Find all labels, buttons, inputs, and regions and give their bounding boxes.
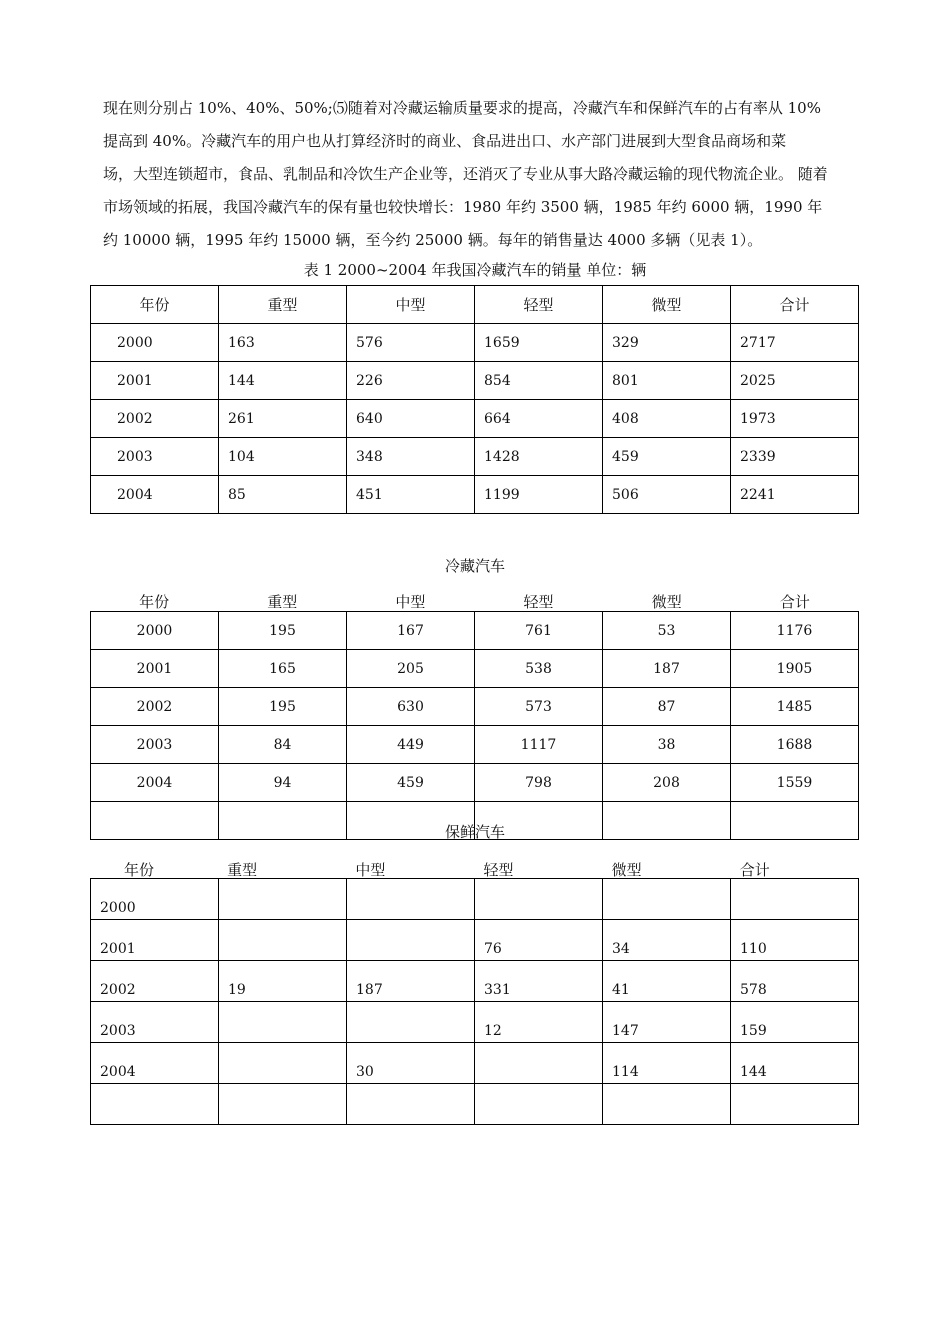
table-cell: 2000 [91, 324, 219, 362]
paragraph-line: 场，大型连锁超市，食品、乳制品和冷饮生产企业等，还消灭了专业从事大路冷藏运输的现代物流企业。 随着 [103, 165, 828, 183]
table-cell: 449 [347, 726, 475, 764]
table-cell: 94 [219, 764, 347, 802]
table-cell: 506 [603, 476, 731, 514]
table-header-cell: 年份 [91, 286, 219, 324]
table1-caption: 表 1 2000~2004 年我国冷藏汽车的销量 单位：辆 [303, 261, 647, 279]
table-header-cell: 中型 [395, 593, 426, 611]
paragraph-line: 现在则分别占 10%、40%、50%;⑸随着对冷藏运输质量要求的提高，冷藏汽车和保鲜汽车的占有率从 10% [103, 99, 821, 117]
table-cell: 2025 [731, 362, 859, 400]
table-cell: 2004 [91, 764, 219, 802]
table-header-cell: 轻型 [523, 593, 554, 611]
table-cell: 114 [603, 1043, 731, 1084]
table-cell: 2339 [731, 438, 859, 476]
table-cell: 85 [219, 476, 347, 514]
table2-header-row [90, 591, 859, 612]
table-cell: 34 [603, 920, 731, 961]
table-cell: 147 [603, 1002, 731, 1043]
table-cell [347, 920, 475, 961]
table-cell [603, 879, 731, 920]
paragraph-line: 市场领域的拓展，我国冷藏汽车的保有量也较快增长：1980 年约 3500 辆，1985 年约 6000 辆，1990 年 [103, 198, 823, 216]
table-cell: 2000 [91, 879, 219, 920]
table3-caption: 保鲜汽车 [444, 823, 505, 841]
table-cell: 165 [219, 650, 347, 688]
table-cell: 110 [731, 920, 859, 961]
table-cell: 19 [219, 961, 347, 1002]
table-cell: 854 [475, 362, 603, 400]
table-cell: 261 [219, 400, 347, 438]
table1 [90, 285, 859, 514]
table-cell: 2001 [91, 650, 219, 688]
intro-paragraph [103, 92, 855, 257]
table-cell: 1688 [731, 726, 859, 764]
table-cell [91, 1084, 219, 1125]
table-cell: 2001 [91, 362, 219, 400]
table-row [91, 961, 859, 1002]
table-cell: 53 [603, 612, 731, 650]
table3 [90, 878, 859, 1125]
table-cell: 12 [475, 1002, 603, 1043]
table-cell: 205 [347, 650, 475, 688]
table-cell: 2002 [91, 400, 219, 438]
table-cell: 38 [603, 726, 731, 764]
table-cell: 104 [219, 438, 347, 476]
table-cell: 195 [219, 688, 347, 726]
table-cell: 208 [603, 764, 731, 802]
table-cell: 1973 [731, 400, 859, 438]
table-cell: 163 [219, 324, 347, 362]
table-cell: 331 [475, 961, 603, 1002]
table-cell: 798 [475, 764, 603, 802]
table-cell: 1485 [731, 688, 859, 726]
table2-caption: 冷藏汽车 [444, 557, 505, 575]
table-header-cell: 微型 [651, 593, 682, 611]
table-cell [347, 879, 475, 920]
table-row [91, 1002, 859, 1043]
table-header-cell: 微型 [611, 861, 642, 879]
table-header-cell: 微型 [603, 286, 731, 324]
table-cell: 408 [603, 400, 731, 438]
table-header-cell: 年份 [139, 593, 170, 611]
table-row [91, 920, 859, 961]
table-header-row [91, 286, 859, 324]
table-cell: 159 [731, 1002, 859, 1043]
table-cell [219, 879, 347, 920]
table-cell: 578 [731, 961, 859, 1002]
table-cell: 84 [219, 726, 347, 764]
table-header-cell: 重型 [227, 861, 258, 879]
table-cell: 2241 [731, 476, 859, 514]
table-cell: 761 [475, 612, 603, 650]
table-row [91, 879, 859, 920]
table-cell: 226 [347, 362, 475, 400]
table3-header-row [90, 859, 859, 880]
table-cell: 2002 [91, 961, 219, 1002]
table-header-cell: 轻型 [475, 286, 603, 324]
table-cell [219, 920, 347, 961]
table-row [91, 438, 859, 476]
table-cell: 2003 [91, 1002, 219, 1043]
table-cell: 1199 [475, 476, 603, 514]
table-cell: 573 [475, 688, 603, 726]
table-cell: 1176 [731, 612, 859, 650]
table-cell [219, 1084, 347, 1125]
table-header-cell: 合计 [779, 593, 810, 611]
table-cell: 2004 [91, 1043, 219, 1084]
table-row [91, 324, 859, 362]
table-cell: 801 [603, 362, 731, 400]
table-cell: 30 [347, 1043, 475, 1084]
table-cell: 2004 [91, 476, 219, 514]
table-row [91, 650, 859, 688]
table-cell: 630 [347, 688, 475, 726]
paragraph-line: 提高到 40%。冷藏汽车的用户也从打算经济时的商业、食品进出口、水产部门进展到大型食品商场和菜 [103, 132, 787, 150]
table-header-cell: 合计 [739, 861, 770, 879]
table-cell [475, 879, 603, 920]
table-header-cell: 年份 [124, 861, 155, 879]
table-cell: 167 [347, 612, 475, 650]
table-header-cell: 中型 [355, 861, 386, 879]
table-cell: 451 [347, 476, 475, 514]
table-cell: 41 [603, 961, 731, 1002]
table-row [91, 362, 859, 400]
table-cell: 576 [347, 324, 475, 362]
table-row [91, 1043, 859, 1084]
table-row [91, 688, 859, 726]
table-row [91, 1084, 859, 1125]
table-cell: 76 [475, 920, 603, 961]
table-row [91, 476, 859, 514]
table-row [91, 726, 859, 764]
table-cell: 2003 [91, 438, 219, 476]
table-cell: 195 [219, 612, 347, 650]
table-header-cell: 中型 [347, 286, 475, 324]
table-cell [603, 1084, 731, 1125]
paragraph-line: 约 10000 辆，1995 年约 15000 辆，至今约 25000 辆。每年的销售量达 4000 多辆（见表 1）。 [103, 231, 763, 249]
table-header-cell: 重型 [267, 593, 298, 611]
table-cell: 1428 [475, 438, 603, 476]
table-cell: 1905 [731, 650, 859, 688]
table-header-cell: 重型 [219, 286, 347, 324]
table-cell: 459 [347, 764, 475, 802]
table-cell: 2717 [731, 324, 859, 362]
table-cell: 187 [347, 961, 475, 1002]
table-cell: 144 [731, 1043, 859, 1084]
table-cell: 1117 [475, 726, 603, 764]
table-cell: 348 [347, 438, 475, 476]
table-cell [731, 879, 859, 920]
table-cell: 187 [603, 650, 731, 688]
table-cell: 2002 [91, 688, 219, 726]
table-cell: 640 [347, 400, 475, 438]
table-cell: 329 [603, 324, 731, 362]
table-cell: 664 [475, 400, 603, 438]
table-cell [347, 1002, 475, 1043]
table-header-cell: 轻型 [483, 861, 514, 879]
table-cell [475, 1043, 603, 1084]
table2 [90, 611, 859, 840]
table-cell: 2001 [91, 920, 219, 961]
table-cell: 144 [219, 362, 347, 400]
table-cell: 1659 [475, 324, 603, 362]
table-cell: 2000 [91, 612, 219, 650]
table-cell [219, 1043, 347, 1084]
table-row [91, 400, 859, 438]
table-cell: 538 [475, 650, 603, 688]
table-cell: 2003 [91, 726, 219, 764]
table-cell [475, 1084, 603, 1125]
table-cell: 459 [603, 438, 731, 476]
table-cell: 1559 [731, 764, 859, 802]
table-cell [219, 1002, 347, 1043]
table-cell: 87 [603, 688, 731, 726]
table-header-cell: 合计 [731, 286, 859, 324]
table-cell [731, 1084, 859, 1125]
table-row [91, 764, 859, 802]
table-row [91, 612, 859, 650]
table-cell [347, 1084, 475, 1125]
